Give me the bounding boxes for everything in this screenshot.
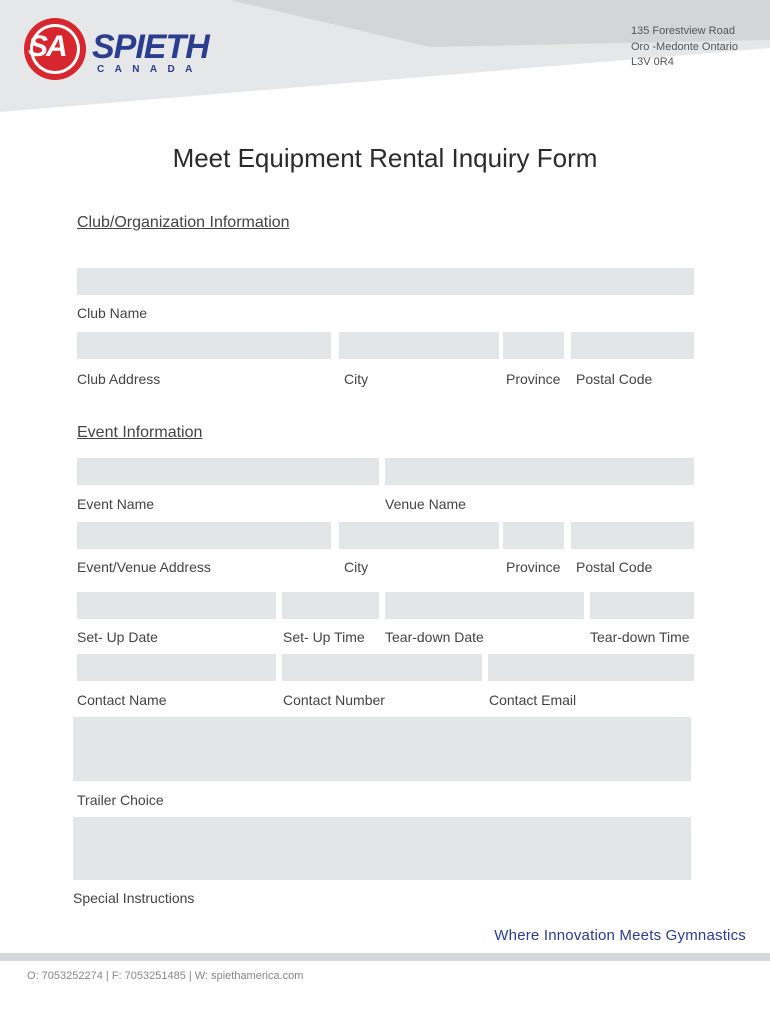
teardown-date-label: Tear-down Date	[385, 629, 484, 645]
club-province-label: Province	[506, 371, 561, 387]
footer-contact: O: 7053252274 | F: 7053251485 | W: spiethamerica.com	[27, 970, 304, 982]
trailer-choice-label: Trailer Choice	[77, 792, 164, 808]
setup-time-field[interactable]	[282, 592, 379, 619]
teardown-time-label: Tear-down Time	[590, 629, 690, 645]
event-name-label: Event Name	[77, 496, 155, 512]
club-name-label: Club Name	[77, 305, 148, 321]
event-postal-code-label: Postal Code	[576, 559, 653, 575]
setup-time-label: Set- Up Time	[283, 629, 365, 645]
club-city-label: City	[344, 371, 369, 387]
venue-name-field[interactable]	[385, 458, 694, 485]
event-city-field[interactable]	[339, 522, 499, 549]
venue-name-label: Venue Name	[385, 496, 466, 512]
address-line-2: Oro -Medonte Ontario	[631, 40, 738, 53]
contact-number-field[interactable]	[282, 654, 482, 681]
club-name-field[interactable]	[77, 268, 694, 295]
setup-date-label: Set- Up Date	[77, 629, 158, 645]
section-heading-club: Club/Organization Information	[77, 214, 290, 231]
event-address-field[interactable]	[77, 522, 331, 549]
trailer-choice-field[interactable]	[73, 717, 691, 781]
club-address-field[interactable]	[77, 332, 331, 359]
footer-divider	[0, 953, 770, 961]
tagline: Where Innovation Meets Gymnastics	[494, 927, 746, 944]
contact-name-field[interactable]	[77, 654, 276, 681]
club-city-field[interactable]	[339, 332, 499, 359]
special-instructions-label: Special Instructions	[73, 890, 195, 906]
event-postal-code-field[interactable]	[571, 522, 694, 549]
event-province-label: Province	[506, 559, 561, 575]
page-title: Meet Equipment Rental Inquiry Form	[172, 143, 598, 173]
club-province-field[interactable]	[503, 332, 564, 359]
contact-email-label: Contact Email	[489, 692, 577, 708]
logo-mark: SA	[28, 30, 66, 63]
address-line-3: L3V 0R4	[631, 56, 674, 68]
logo-word: SPIETH	[92, 28, 209, 66]
address-line-1: 135 Forestview Road	[631, 25, 735, 37]
event-city-label: City	[344, 559, 369, 575]
club-address-label: Club Address	[77, 371, 161, 387]
teardown-time-field[interactable]	[590, 592, 694, 619]
contact-name-label: Contact Name	[77, 692, 167, 708]
logo-sub: C A N A D A	[97, 64, 197, 75]
club-postal-code-field[interactable]	[571, 332, 694, 359]
teardown-date-field[interactable]	[385, 592, 584, 619]
setup-date-field[interactable]	[77, 592, 276, 619]
event-address-label: Event/Venue Address	[77, 559, 211, 575]
contact-number-label: Contact Number	[283, 692, 385, 708]
company-address	[631, 24, 738, 71]
special-instructions-field[interactable]	[73, 817, 691, 880]
club-postal-code-label: Postal Code	[576, 371, 653, 387]
spieth-logo	[22, 16, 232, 86]
section-heading-event: Event Information	[77, 424, 203, 441]
event-name-field[interactable]	[77, 458, 379, 485]
event-province-field[interactable]	[503, 522, 564, 549]
contact-email-field[interactable]	[488, 654, 694, 681]
